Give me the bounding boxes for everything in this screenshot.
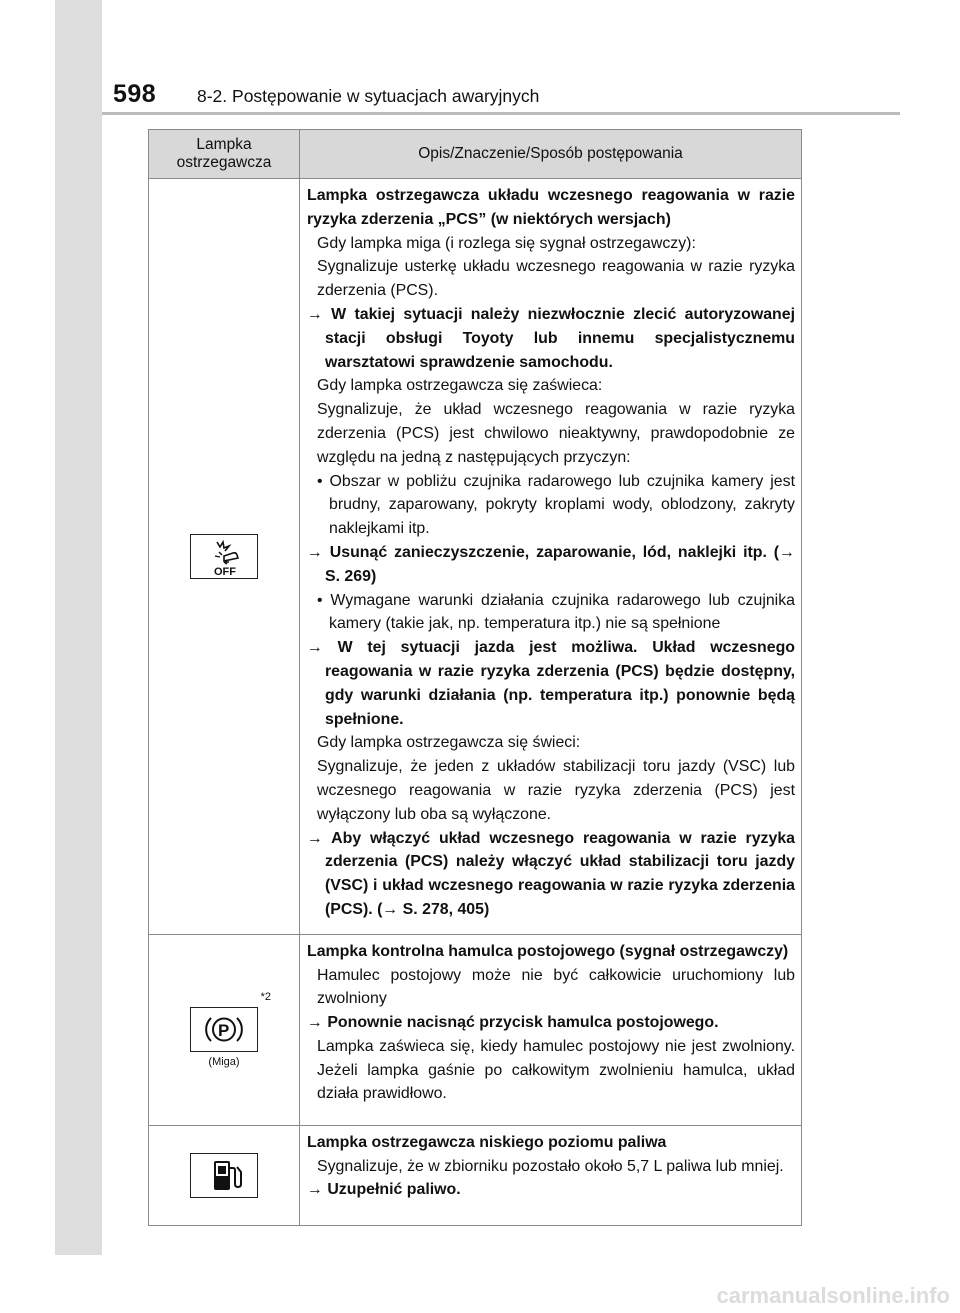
- arrow-icon: →: [307, 1181, 323, 1199]
- description-cell: [300, 934, 802, 1125]
- action-text: Uzupełnić paliwo.: [327, 1181, 461, 1199]
- action-text: Ponownie nacisnąć przycisk hamulca postojowego.: [327, 1014, 719, 1032]
- warning-title: Lampka ostrzegawcza układu wczesnego reagowania w razie ryzyka zderzenia „PCS” (w niektórych wersjach): [307, 187, 795, 228]
- table-row: [149, 179, 802, 935]
- arrow-icon: →: [307, 639, 323, 657]
- pcs-off-icon: [190, 534, 258, 579]
- bullet-text: • Wymagane warunki działania czujnika radarowego lub czujnika kamery (takie jak, np. temperatura itp.) nie są spełnione: [317, 591, 795, 633]
- column-header-icon: Lampka ostrzegawcza: [149, 130, 300, 179]
- condition-heading: Gdy lampka ostrzegawcza się zaświeca:: [317, 377, 603, 395]
- table-header-row: [149, 130, 802, 179]
- bullet-item: [307, 589, 795, 637]
- condition-heading: Gdy lampka ostrzegawcza się świeci:: [317, 734, 581, 752]
- description-cell: [300, 1125, 802, 1225]
- arrow-icon: →: [307, 829, 323, 847]
- action-text: Aby włączyć układ wczesnego reagowania w razie ryzyka zderzenia (PCS) należy włączyć układ stabilizacji toru jazdy (VSC) i układ wczesnego reagowania w razie ryzyka zderzenia (PCS). (→ S. 278, 405): [325, 829, 795, 918]
- watermark: carmanualsonline.info: [716, 1283, 950, 1308]
- bullet-text: • Obszar w pobliżu czujnika radarowego lub czujnika kamery jest brudny, zaparowany, pokryty kroplami wody, oblodzony, zakryty naklejkami itp.: [317, 472, 795, 538]
- fuel-pump-icon: [190, 1153, 258, 1198]
- svg-text:P: P: [218, 1021, 230, 1041]
- icon-cell: [149, 179, 300, 935]
- action-text: W tej sytuacji jazda jest możliwa. Układ wczesnego reagowania w razie ryzyka zderzenia (PCS) będzie dostępny, gdy warunki działania (np. temperatura itp.) ponownie będą spełnione.: [325, 639, 795, 728]
- side-tab-band: [55, 0, 102, 1255]
- warning-title: Lampka ostrzegawcza niskiego poziomu paliwa: [307, 1133, 667, 1151]
- arrow-icon: →: [307, 1014, 323, 1032]
- icon-cell: [149, 1125, 300, 1225]
- bullet-item: [307, 470, 795, 541]
- action-instruction: [307, 541, 795, 589]
- note-text: Lampka zaświeca się, kiedy hamulec postojowy nie jest zwolniony. Jeżeli lampka gaśnie po całkowitym zwolnieniu hamulca, układ działa prawidłowo.: [317, 1037, 795, 1103]
- action-text: W takiej sytuacji należy niezwłocznie zlecić autoryzowanej stacji obsługi Toyoty lub innemu specjalistycznemu warsztatowi sprawdzenie samochodu.: [325, 305, 795, 371]
- condition-text: Sygnalizuje usterkę układu wczesnego reagowania w razie ryzyka zderzenia (PCS).: [317, 258, 795, 300]
- action-instruction: [307, 1178, 795, 1202]
- action-text: Usunąć zanieczyszczenie, zaparowanie, lód, naklejki itp. (→ S. 269): [325, 543, 795, 585]
- footnote-marker: *2: [260, 991, 271, 1004]
- condition-text: Hamulec postojowy może nie być całkowicie uruchomiony lub zwolniony: [317, 966, 795, 1008]
- action-instruction: [307, 827, 795, 922]
- table-row: [149, 1125, 802, 1225]
- icon-cell: [149, 934, 300, 1125]
- action-instruction: [307, 303, 795, 374]
- arrow-icon: →: [307, 543, 323, 561]
- warning-lights-table: [148, 129, 802, 1226]
- description-cell: [300, 179, 802, 935]
- column-header-description: Opis/Znaczenie/Sposób postępowania: [300, 130, 802, 179]
- arrow-icon: →: [307, 305, 323, 323]
- header-divider: [102, 112, 900, 115]
- section-title: 8-2. Postępowanie w sytuacjach awaryjnych: [197, 86, 540, 106]
- action-instruction: [307, 636, 795, 731]
- blink-caption: (Miga): [208, 1056, 240, 1069]
- condition-text: Sygnalizuje, że jeden z układów stabilizacji toru jazdy (VSC) lub wczesnego reagowania w razie ryzyka zderzenia (PCS) jest wyłączony lub oba są wyłączone.: [317, 758, 795, 823]
- parking-brake-icon: [190, 1007, 258, 1052]
- warning-title: Lampka kontrolna hamulca postojowego (sygnał ostrzegawczy): [307, 942, 789, 960]
- condition-heading: Gdy lampka miga (i rozlega się sygnał ostrzegawczy):: [317, 234, 696, 252]
- condition-text: Sygnalizuje, że układ wczesnego reagowania w razie ryzyka zderzenia (PCS) jest chwilowo nieaktywny, prawdopodobnie ze względu na jedną z następujących przyczyn:: [317, 401, 795, 466]
- action-instruction: [307, 1011, 795, 1035]
- svg-text:OFF: OFF: [214, 565, 236, 578]
- table-row: [149, 934, 802, 1125]
- page-number: 598: [113, 80, 157, 108]
- condition-text: Sygnalizuje, że w zbiorniku pozostało około 5,7 L paliwa lub mniej.: [317, 1157, 784, 1175]
